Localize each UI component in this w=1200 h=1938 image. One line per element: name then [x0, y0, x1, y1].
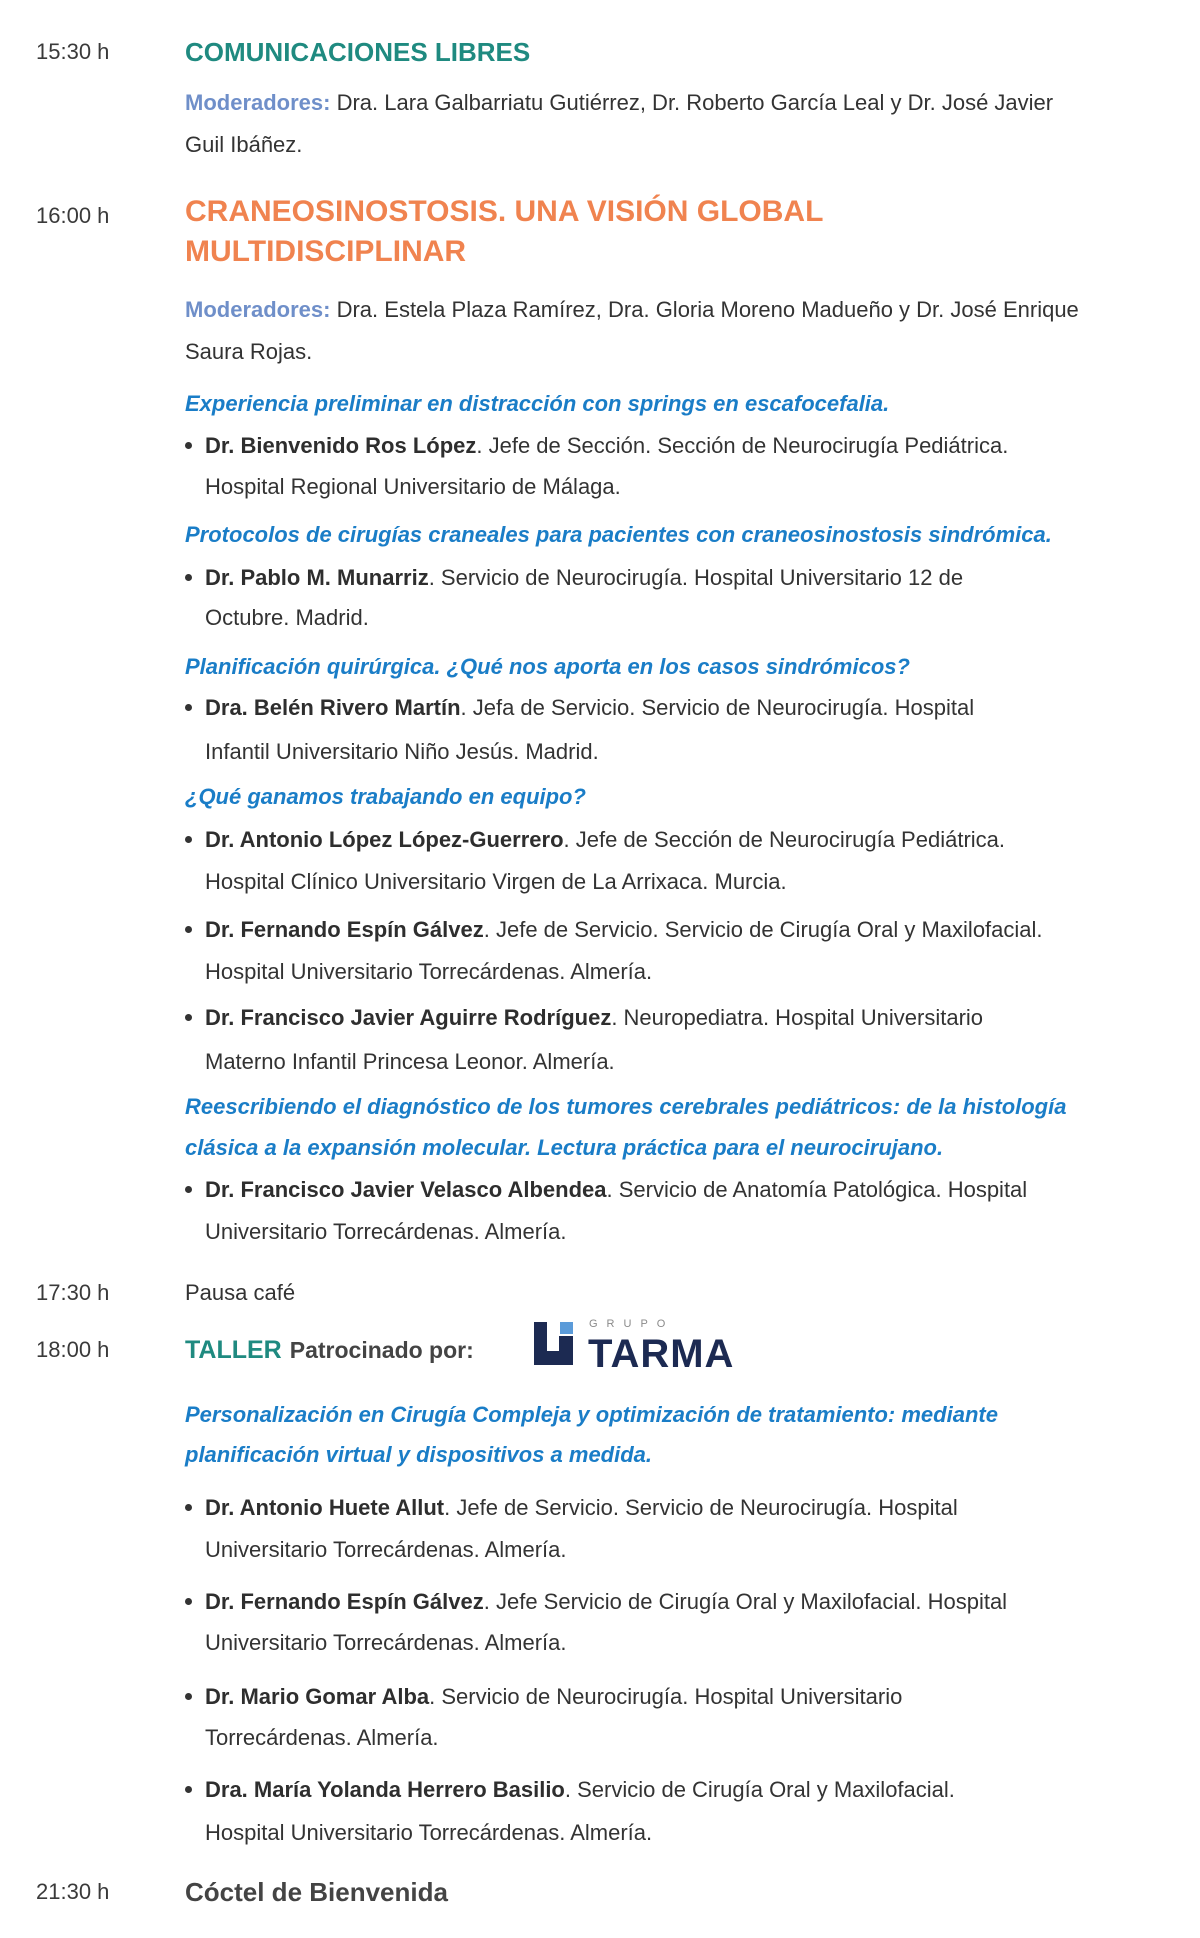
bullet-icon: [185, 1598, 192, 1605]
speaker-affiliation: . Jefe de Servicio. Servicio de Cirugía Oral y Maxilofacial.: [483, 917, 1043, 942]
speaker-affiliation: . Servicio de Neurocirugía. Hospital Universitario 12 de: [428, 565, 964, 590]
session-title-line2: MULTIDISCIPLINAR: [185, 235, 467, 268]
speaker-affiliation-continued: Octubre. Madrid.: [205, 605, 369, 630]
speaker-affiliation-continued: Hospital Regional Universitario de Málaga.: [205, 474, 621, 499]
speaker-affiliation: . Jefa de Servicio. Servicio de Neurocirugía. Hospital: [460, 695, 975, 720]
talk-title: Protocolos de cirugías craneales para pacientes con craneosinostosis sindrómica.: [185, 522, 1052, 547]
talk-title: ¿Qué ganamos trabajando en equipo?: [185, 784, 586, 809]
bullet-icon: [185, 926, 192, 933]
bullet-icon: [185, 1786, 192, 1793]
speaker-name: Dr. Antonio Huete Allut: [205, 1495, 445, 1520]
talk-title-line2: clásica a la expansión molecular. Lectura práctica para el neurocirujano.: [185, 1135, 944, 1160]
speaker-name: Dra. Belén Rivero Martín: [205, 695, 461, 720]
moderators-names-continued: Guil Ibáñez.: [185, 132, 303, 157]
speaker-name: Dr. Fernando Espín Gálvez: [205, 917, 484, 942]
speaker-line: [205, 1769, 955, 1811]
speaker-line: [205, 909, 1043, 951]
speaker-name: Dr. Pablo M. Munarriz: [205, 565, 429, 590]
speaker-affiliation-continued: Infantil Universitario Niño Jesús. Madrid.: [205, 739, 599, 764]
speaker-line: [205, 687, 974, 729]
session-time: 18:00 h: [36, 1337, 110, 1362]
speaker-affiliation-continued: Universitario Torrecárdenas. Almería.: [205, 1219, 567, 1244]
speaker-affiliation-continued: Materno Infantil Princesa Leonor. Almería.: [205, 1049, 615, 1074]
bullet-icon: [185, 574, 192, 581]
moderators-line: [185, 289, 1079, 331]
moderators-label: Moderadores:: [185, 90, 331, 115]
bullet-icon: [185, 1504, 192, 1511]
speaker-name: Dr. Mario Gomar Alba: [205, 1684, 430, 1709]
speaker-affiliation-continued: Hospital Universitario Torrecárdenas. Almería.: [205, 1820, 653, 1845]
session-title-line: [185, 1329, 474, 1371]
session-time: 21:30 h: [36, 1879, 110, 1904]
speaker-name: Dr. Bienvenido Ros López: [205, 433, 477, 458]
session-time: 17:30 h: [36, 1280, 110, 1305]
sponsor-label: Patrocinado por:: [289, 1337, 474, 1363]
talk-title-line1: Reescribiendo el diagnóstico de los tumores cerebrales pediátricos: de la histología: [185, 1094, 1067, 1119]
speaker-line: [205, 425, 1008, 467]
speaker-name: Dr. Francisco Javier Aguirre Rodríguez: [205, 1005, 612, 1030]
speaker-affiliation-continued: Hospital Universitario Torrecárdenas. Almería.: [205, 959, 653, 984]
speaker-affiliation-continued: Torrecárdenas. Almería.: [205, 1725, 439, 1750]
bullet-icon: [185, 704, 192, 711]
moderators-names: Dra. Lara Galbarriatu Gutiérrez, Dr. Roberto García Leal y Dr. José Javier: [330, 90, 1054, 115]
bullet-icon: [185, 836, 192, 843]
speaker-affiliation-continued: Universitario Torrecárdenas. Almería.: [205, 1537, 567, 1562]
session-title: COMUNICACIONES LIBRES: [185, 37, 531, 67]
session-title: Cóctel de Bienvenida: [185, 1877, 448, 1907]
speaker-affiliation-continued: Hospital Clínico Universitario Virgen de La Arrixaca. Murcia.: [205, 869, 787, 894]
speaker-name: Dr. Antonio López López-Guerrero: [205, 827, 564, 852]
bullet-icon: [185, 1014, 192, 1021]
talk-title: Experiencia preliminar en distracción con springs en escafocefalia.: [185, 391, 890, 416]
talk-title-line2: planificación virtual y dispositivos a medida.: [185, 1442, 653, 1467]
moderators-names-continued: Saura Rojas.: [185, 339, 313, 364]
speaker-line: [205, 557, 963, 599]
speaker-affiliation: . Servicio de Cirugía Oral y Maxilofacial.: [564, 1777, 955, 1802]
speaker-name: Dr. Francisco Javier Velasco Albendea: [205, 1177, 607, 1202]
session-title-line1: CRANEOSINOSTOSIS. UNA VISIÓN GLOBAL: [185, 195, 824, 228]
talk-title: Planificación quirúrgica. ¿Qué nos aporta en los casos sindrómicos?: [185, 654, 910, 679]
speaker-name: Dr. Fernando Espín Gálvez: [205, 1589, 484, 1614]
speaker-name: Dra. María Yolanda Herrero Basilio: [205, 1777, 565, 1802]
speaker-affiliation-continued: Universitario Torrecárdenas. Almería.: [205, 1630, 567, 1655]
speaker-affiliation: . Neuropediatra. Hospital Universitario: [611, 1005, 984, 1030]
logo-tarma-text: TARMA: [588, 1332, 735, 1376]
session-title: TALLER: [185, 1336, 282, 1364]
speaker-affiliation: . Jefe de Sección de Neurocirugía Pediátrica.: [563, 827, 1006, 852]
speaker-line: [205, 1169, 1027, 1211]
speaker-affiliation: . Jefe de Servicio. Servicio de Neurocirugía. Hospital: [444, 1495, 958, 1520]
speaker-affiliation: . Servicio de Neurocirugía. Hospital Universitario: [429, 1684, 903, 1709]
moderators-line: [185, 82, 1053, 124]
bullet-icon: [185, 1186, 192, 1193]
moderators-label: Moderadores:: [185, 297, 331, 322]
session-time: 16:00 h: [36, 203, 110, 228]
speaker-line: [205, 997, 983, 1039]
speaker-line: [205, 1676, 902, 1718]
session-title: Pausa café: [185, 1280, 296, 1305]
session-time: 15:30 h: [36, 39, 110, 64]
speaker-line: [205, 1487, 958, 1529]
moderators-names: Dra. Estela Plaza Ramírez, Dra. Gloria Moreno Madueño y Dr. José Enrique: [330, 297, 1079, 322]
speaker-line: [205, 1581, 1007, 1623]
talk-title-line1: Personalización en Cirugía Compleja y optimización de tratamiento: mediante: [185, 1402, 998, 1427]
logo-grupo-text: GRUPO: [589, 1318, 675, 1330]
sponsor-logo-grupo-tarma: [533, 1320, 778, 1376]
bullet-icon: [185, 1693, 192, 1700]
speaker-affiliation: . Servicio de Anatomía Patológica. Hospital: [606, 1177, 1028, 1202]
speaker-affiliation: . Jefe Servicio de Cirugía Oral y Maxilofacial. Hospital: [483, 1589, 1008, 1614]
bullet-icon: [185, 442, 192, 449]
speaker-affiliation: . Jefe de Sección. Sección de Neurocirugía Pediátrica.: [476, 433, 1009, 458]
speaker-line: [205, 819, 1005, 861]
